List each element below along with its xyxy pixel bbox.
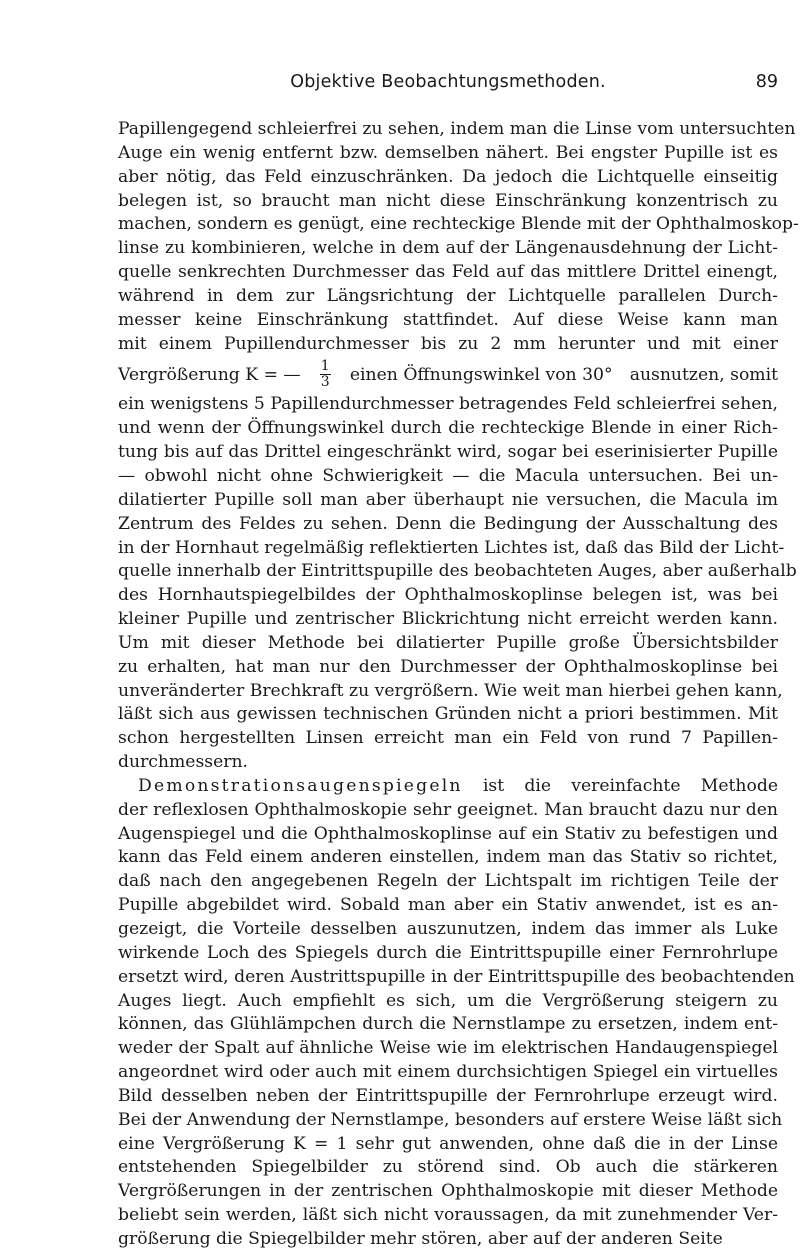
- paragraph-1-bottom: [118, 393, 797, 775]
- paragraph-1-top: [118, 118, 799, 356]
- fraction-denominator: 3: [320, 374, 330, 391]
- text-line: — obwohl nicht ohne Schwierigkeit — die Macula untersuchen. Bei un-: [118, 465, 778, 486]
- text-line: in der Hornhaut regelmäßig reflektierten Lichtes ist, daß das Bild der Licht-: [118, 537, 785, 558]
- text-line: daß nach den angegebenen Regeln der Lichtspalt im richtigen Teile der: [118, 871, 778, 892]
- formula-angle-text: einen Öffnungswinkel von 30°: [349, 364, 613, 385]
- text-line: kann das Feld einem anderen einstellen, indem man das Stativ so richtet,: [118, 847, 778, 868]
- text-line: Um mit dieser Methode bei dilatierter Pupille große Übersichtsbilder: [118, 632, 778, 653]
- page-header: [118, 72, 778, 98]
- text-line: Papillengegend schleierfrei zu sehen, indem man die Linse vom untersuchten: [118, 119, 796, 139]
- text-line: messer keine Einschränkung stattfindet. Auf diese Weise kann man: [118, 309, 778, 330]
- text-line: dilatierter Pupille soll man aber überhaupt nie versuchen, die Macula im: [118, 489, 778, 510]
- text-line: mit einem Pupillendurchmesser bis zu 2 mm herunter und mit einer: [118, 333, 778, 354]
- text-line: zu erhalten, hat man nur den Durchmesser der Ophthalmoskoplinse bei: [118, 656, 778, 677]
- text-line: angeordnet wird oder auch mit einem durchsichtigen Spiegel ein virtuelles: [118, 1062, 778, 1083]
- page-number: 89: [755, 72, 778, 92]
- text-line: Pupille abgebildet wird. Sobald man aber ein Stativ anwendet, ist es an-: [118, 895, 778, 916]
- text-line: Augenspiegel und die Ophthalmoskoplinse auf ein Stativ zu befestigen und: [118, 823, 778, 844]
- text-line: aber nötig, das Feld einzuschränken. Da jedoch die Lichtquelle einseitig: [118, 166, 778, 187]
- text-line: läßt sich aus gewissen technischen Gründen nicht a priori bestimmen. Mit: [118, 704, 778, 725]
- text-line: wirkende Loch des Spiegels durch die Eintrittspupille einer Fernrohrlupe: [118, 942, 778, 963]
- text-line: gezeigt, die Vorteile desselben auszunutzen, indem das immer als Luke: [118, 919, 778, 939]
- text-line: können, das Glühlämpchen durch die Nernstlampe zu ersetzen, indem ent-: [118, 1014, 778, 1035]
- paragraph-2-first-rest: ist die vereinfachte Methode: [482, 775, 778, 796]
- paragraph-2-body: [118, 799, 795, 1252]
- text-line: schon hergestellten Linsen erreicht man ein Feld von rund 7 Papillen-: [118, 728, 778, 749]
- text-line: Zentrum des Feldes zu sehen. Denn die Bedingung der Ausschaltung des: [118, 513, 778, 534]
- text-line: tung bis auf das Drittel eingeschränkt wird, sogar bei eserinisierter Pupille: [118, 442, 778, 463]
- fraction-one-third: [320, 359, 331, 390]
- text-line: kleiner Pupille und zentrischer Blickrichtung nicht erreicht werden kann.: [118, 609, 778, 630]
- text-line: eine Vergrößerung K = 1 sehr gut anwenden, ohne daß die in der Linse: [118, 1133, 778, 1154]
- text-line: der reflexlosen Ophthalmoskopie sehr geeignet. Man braucht dazu nur den: [118, 799, 778, 820]
- text-line: während in dem zur Längsrichtung der Lichtquelle parallelen Durch-: [118, 285, 778, 306]
- text-line: quelle innerhalb der Eintrittspupille des beobachteten Auges, aber außerhalb: [118, 561, 797, 582]
- text-line: belegen ist, so braucht man nicht diese Einschränkung konzentrisch zu: [118, 190, 778, 211]
- text-line: Bild desselben neben der Eintrittspupille der Fernrohrlupe erzeugt wird.: [118, 1085, 778, 1106]
- spaced-term: Demonstrationsaugenspiegeln: [138, 775, 463, 796]
- formula-line: [118, 356, 778, 393]
- text-line: quelle senkrechten Durchmesser das Feld auf das mittlere Drittel einengt,: [118, 262, 778, 283]
- running-title: Objektive Beobachtungsmethoden.: [290, 72, 606, 92]
- fraction-numerator: 1: [320, 358, 330, 375]
- text-line: des Hornhautspiegelbildes der Ophthalmoskoplinse belegen ist, was bei: [118, 585, 778, 606]
- text-line: machen, sondern es genügt, eine rechteckige Blende mit der Ophthalmoskop-: [118, 214, 799, 235]
- text-line: durchmessern.: [118, 752, 249, 773]
- text-line: beliebt sein werden, läßt sich nicht voraussagen, da mit zunehmender Ver-: [118, 1205, 778, 1226]
- text-line: größerung die Spiegelbilder mehr stören, aber auf der anderen Seite: [118, 1228, 723, 1249]
- text-line: und wenn der Öffnungswinkel durch die rechteckige Blende in einer Rich-: [118, 418, 778, 439]
- formula-prefix: Vergrößerung K = —: [118, 364, 301, 385]
- text-line: Auge ein wenig entfernt bzw. demselben nähert. Bei engster Pupille ist es: [118, 142, 778, 163]
- text-line: weder der Spalt auf ähnliche Weise wie im elektrischen Handaugenspiegel: [118, 1038, 778, 1059]
- formula-suffix: ausnutzen, somit: [629, 364, 778, 385]
- text-line: Auges liegt. Auch empfiehlt es sich, um die Vergrößerung steigern zu: [118, 990, 778, 1011]
- text-line: unveränderter Brechkraft zu vergrößern. Wie weit man hierbei gehen kann,: [118, 680, 783, 701]
- text-line: linse zu kombinieren, welche in dem auf der Längenausdehnung der Licht-: [118, 238, 778, 259]
- text-line: ein wenigstens 5 Papillendurchmesser betragendes Feld schleierfrei sehen,: [118, 394, 778, 415]
- text-line: entstehenden Spiegelbilder zu störend sind. Ob auch die stärkeren: [118, 1157, 778, 1178]
- text-line: Vergrößerungen in der zentrischen Ophthalmoskopie mit dieser Methode: [118, 1181, 778, 1202]
- body-text: [118, 118, 799, 1252]
- text-line: Bei der Anwendung der Nernstlampe, besonders auf erstere Weise läßt sich: [118, 1109, 783, 1130]
- paragraph-2-first-line: [118, 775, 778, 799]
- text-line: ersetzt wird, deren Austrittspupille in der Eintrittspupille des beobachtenden: [118, 966, 795, 987]
